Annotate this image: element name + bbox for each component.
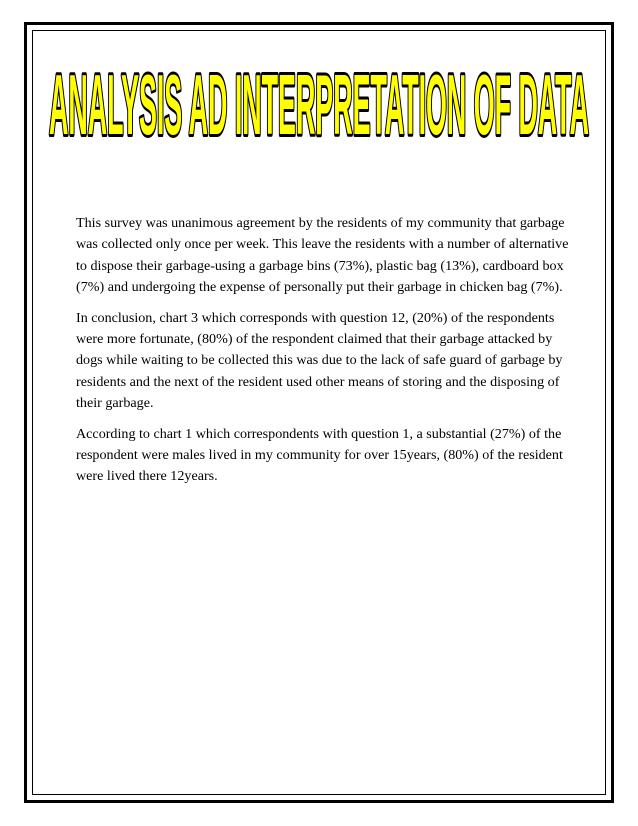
title-wordart — [40, 52, 598, 144]
page-title: ANALYSIS AD INTERPRETATION OF DATA — [49, 58, 589, 144]
body-text — [76, 213, 572, 497]
paragraph-chart1: According to chart 1 which correspondents with question 1, a substantial (27%) of the respondent were males lived in my community for over 15years, (80%) of the resident were lived there 12years. — [76, 425, 563, 485]
paragraph-conclusion: In conclusion, chart 3 which corresponds with question 12, (20%) of the respondents were more fortunate, (80%) of the respondent claimed that their garbage attacked by dogs while waiting to be collected this was due to the lack of safe guard of garbage by residents and the next of the resident used other means of storing and the disposing of their garbage. — [76, 309, 563, 412]
paragraph-survey: This survey was unanimous agreement by the residents of my community that garbage was collected only once per week. This leave the residents with a number of alternative to dispose their garbage-using a garbage bins (73%), plastic bag (13%), cardboard box (7%) and undergoing the expense of personally put their garbage in chicken bag (7%). — [76, 215, 569, 296]
title-banner — [40, 52, 598, 144]
